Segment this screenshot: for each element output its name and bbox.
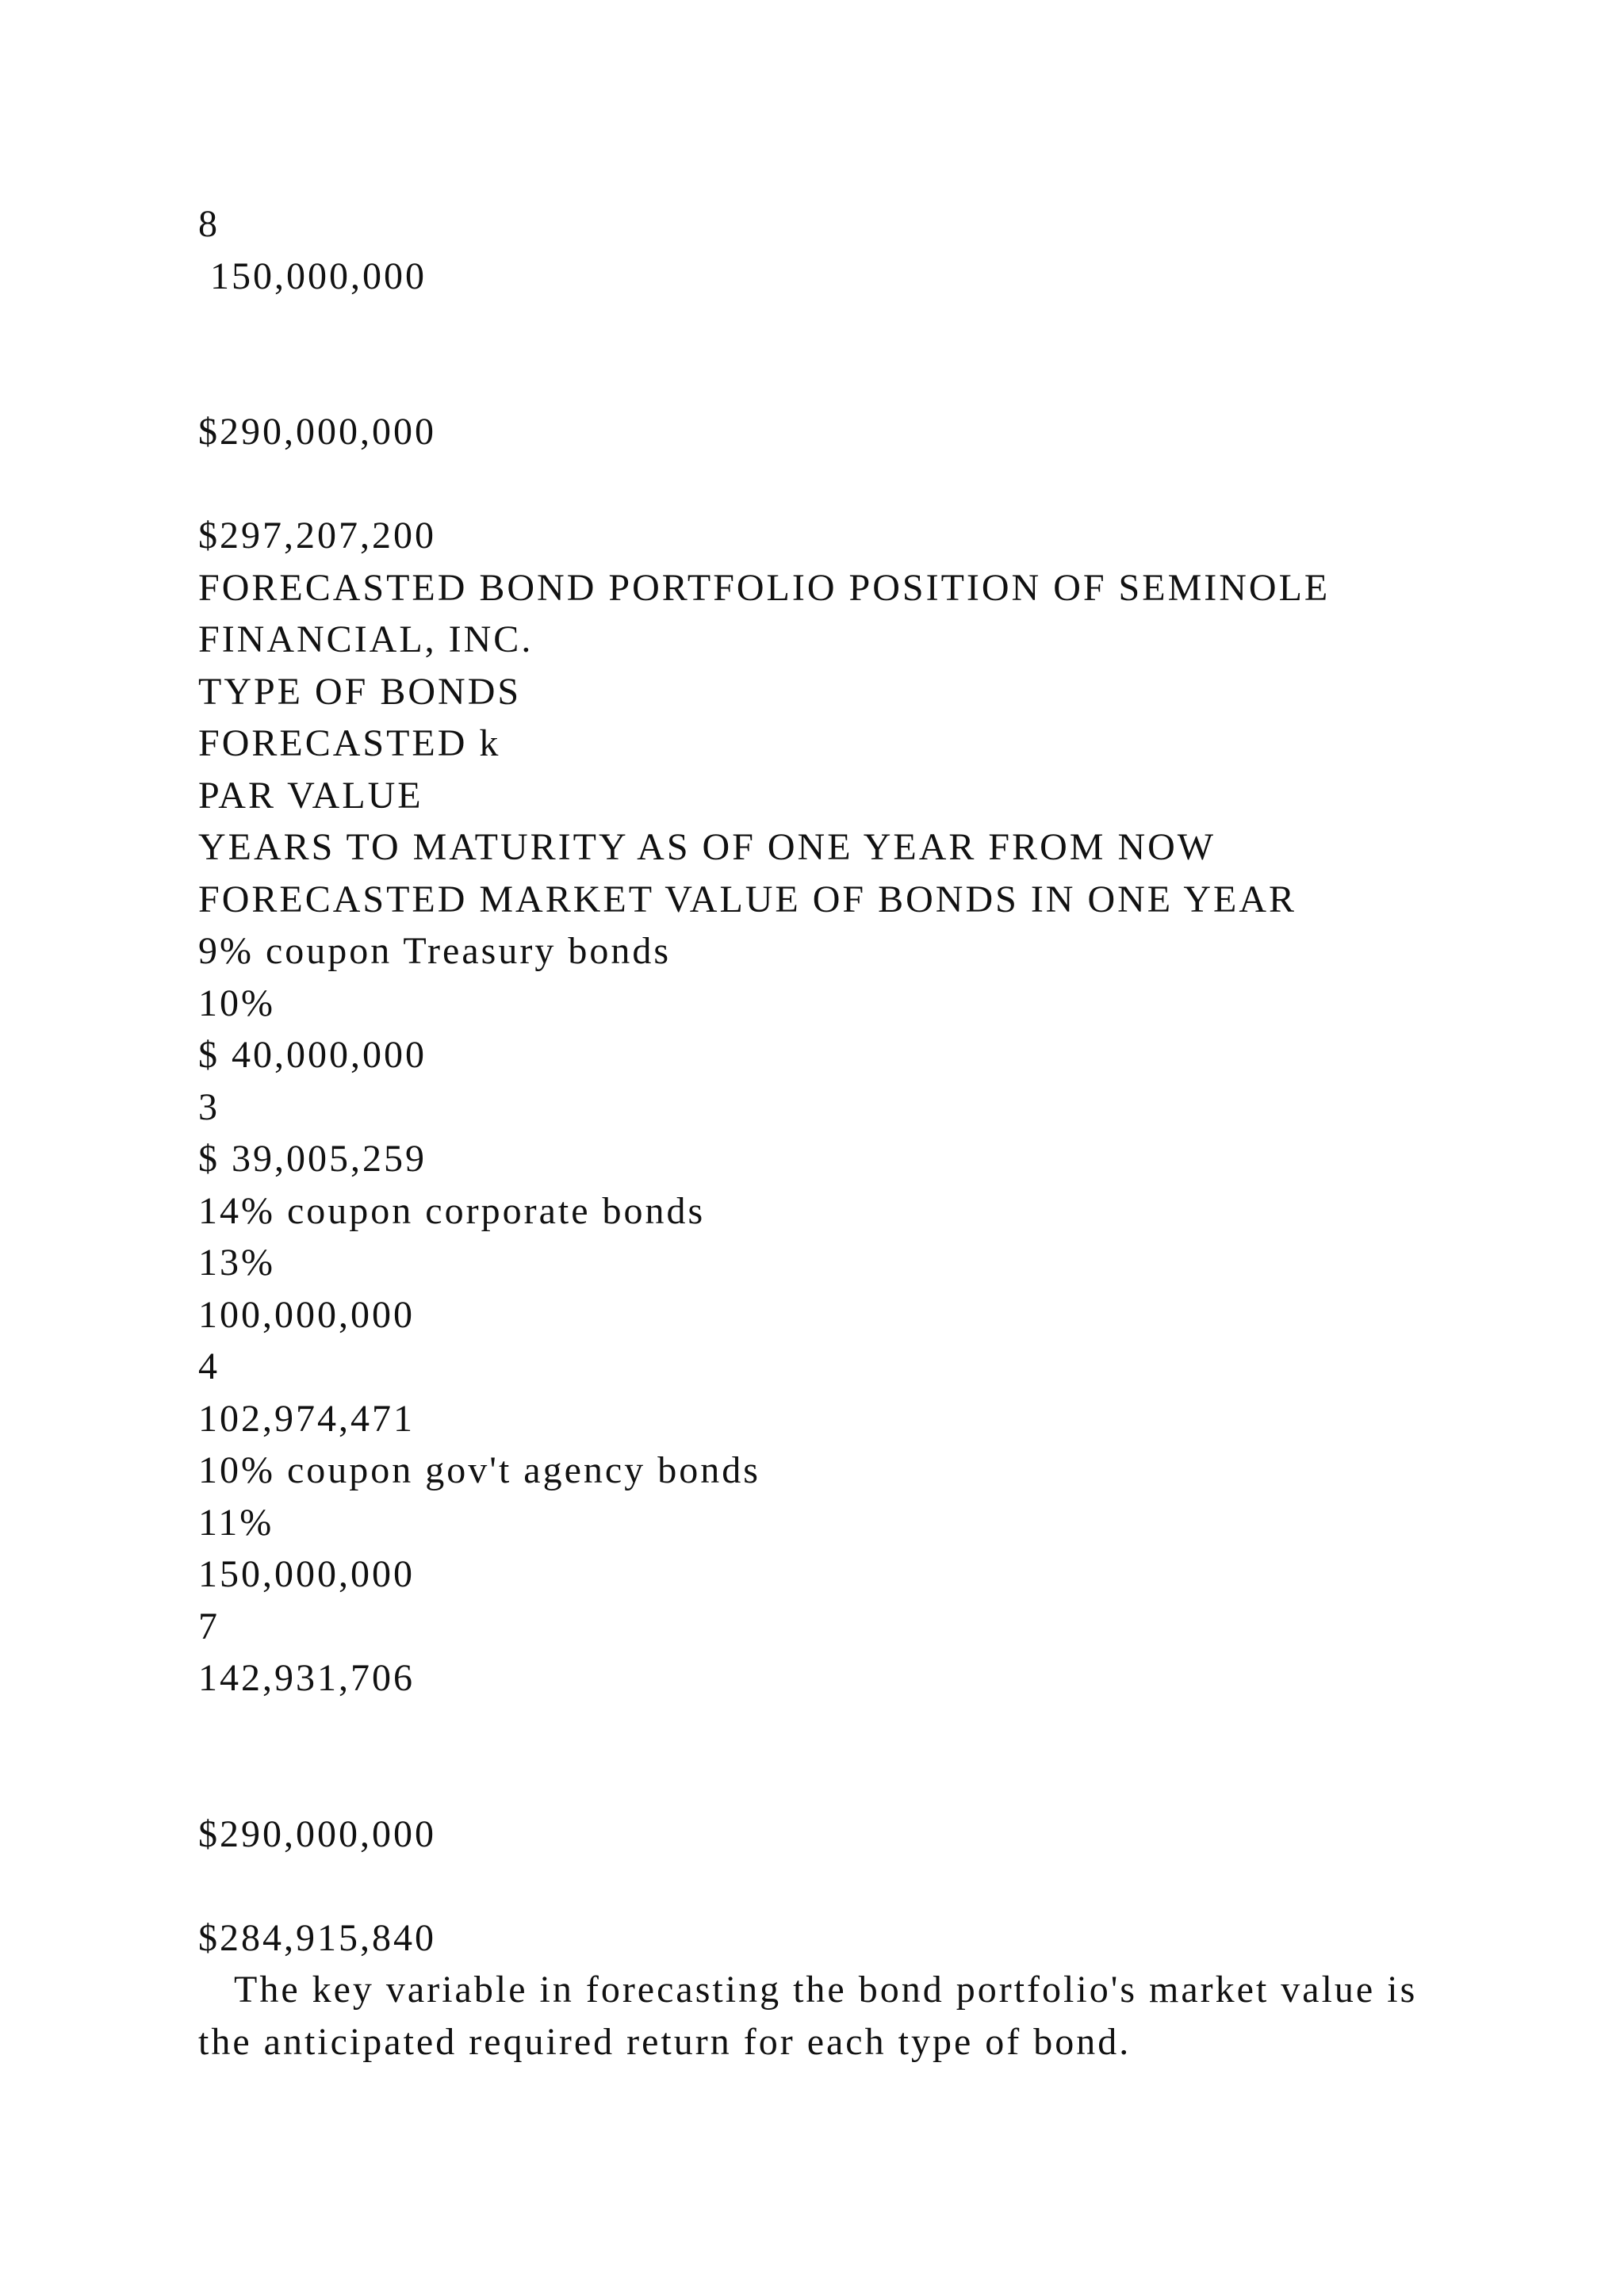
table-total-par: $290,000,000 [198, 1812, 436, 1855]
header-type-of-bonds: TYPE OF BONDS [198, 670, 522, 713]
header-forecasted-k: FORECASTED k [198, 722, 501, 764]
table-title: FORECASTED BOND PORTFOLIO POSITION OF SEMINOLE FINANCIAL, INC. [198, 566, 1331, 660]
previous-total-value: $297,207,200 [198, 515, 436, 557]
row-agency-k: 11% [198, 1501, 274, 1544]
row-corporate-years: 4 [198, 1345, 220, 1387]
row-treasury-par: $ 40,000,000 [198, 1034, 427, 1076]
previous-total-par: $290,000,000 [198, 411, 436, 453]
row-corporate-k: 13% [198, 1242, 275, 1284]
row-treasury-years: 3 [198, 1085, 220, 1128]
row-corporate-par: 100,000,000 [198, 1293, 415, 1336]
continued-par-value: 150,000,000 [198, 254, 427, 297]
row-treasury-type: 9% coupon Treasury bonds [198, 930, 671, 972]
spacer [198, 1860, 1435, 1912]
row-treasury-k: 10% [198, 982, 275, 1024]
document-text [198, 198, 1435, 2068]
header-forecasted-market-value: FORECASTED MARKET VALUE OF BONDS IN ONE YEAR [198, 878, 1297, 920]
continued-maturity: 8 [198, 203, 220, 245]
row-agency-par: 150,000,000 [198, 1553, 415, 1595]
spacer [198, 302, 1435, 406]
header-par-value: PAR VALUE [198, 774, 423, 817]
row-agency-years: 7 [198, 1605, 220, 1647]
body-paragraph: The key variable in forecasting the bond portfolio's market value is the anticipated required return for each type of bond. [198, 1969, 1430, 2063]
table-total-value: $284,915,840 [198, 1916, 436, 1959]
row-agency-value: 142,931,706 [198, 1657, 415, 1699]
header-years-to-maturity: YEARS TO MATURITY AS OF ONE YEAR FROM NOW [198, 826, 1216, 868]
row-corporate-value: 102,974,471 [198, 1397, 415, 1440]
row-corporate-type: 14% coupon corporate bonds [198, 1189, 706, 1232]
row-agency-type: 10% coupon gov't agency bonds [198, 1449, 760, 1491]
spacer [198, 1705, 1435, 1808]
row-treasury-value: $ 39,005,259 [198, 1138, 427, 1180]
spacer [198, 458, 1435, 511]
